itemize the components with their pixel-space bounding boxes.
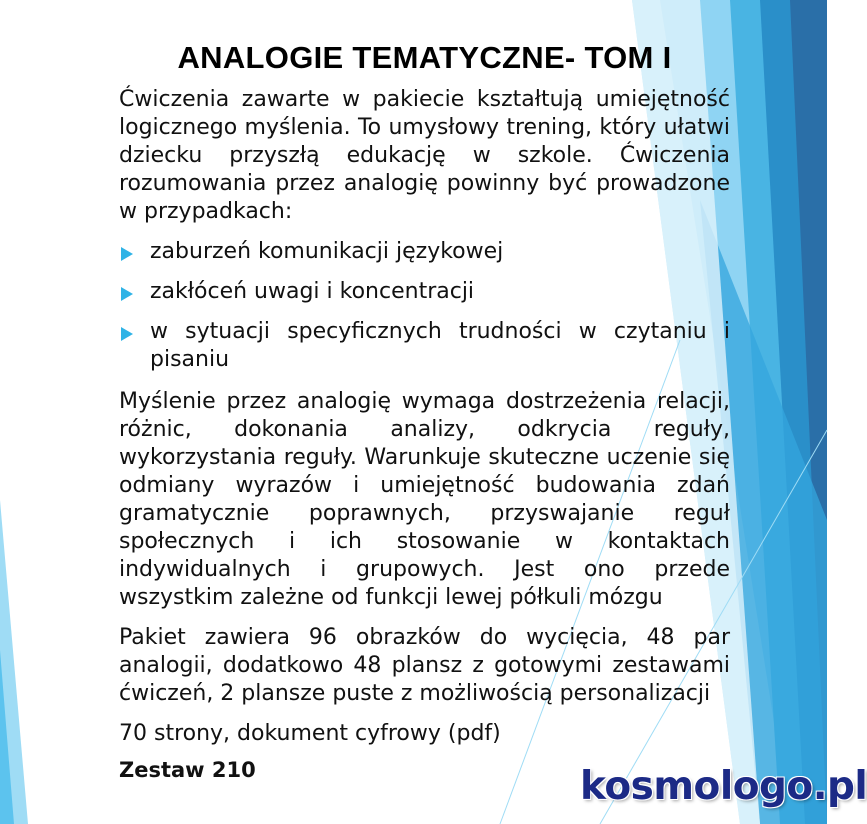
main-content xyxy=(119,40,730,782)
intro-paragraph: Ćwiczenia zawarte w pakiecie kształtują umiejętność logicznego myślenia. To umysłowy trening, który ułatwi dziecku przyszłą edukację w szkole. Ćwiczenia rozumowania przez analogię powinny być prowadzone w przypadkach: xyxy=(119,87,730,224)
list-item xyxy=(119,278,730,306)
pages-info: 70 strony, dokument cyfrowy (pdf) xyxy=(119,721,501,746)
set-label: Zestaw 210 xyxy=(119,758,256,782)
brand-logo: kosmologo.pl xyxy=(580,764,867,809)
list-item-text: zakłóceń uwagi i koncentracji xyxy=(150,279,475,304)
analogy-paragraph: Myślenie przez analogię wymaga dostrzeżenia relacji, różnic, dokonania analizy, odkrycia reguły, wykorzystania reguły. Warunkuje skuteczne uczenie się odmiany wyrazów i umiejętność budowania zdań gramatycznie poprawnych, przyswajanie reguł społecznych i ich stosowanie w kontaktach indywidualnych i grupowych. Jest ono przede wszystkim zależne od funkcji lewej półkuli mózgu xyxy=(119,389,730,610)
page-title: ANALOGIE TEMATYCZNE- TOM I xyxy=(177,40,672,75)
list-item xyxy=(119,238,730,266)
package-paragraph: Pakiet zawiera 96 obrazków do wycięcia, 48 par analogii, dodatkowo 48 plansz z gotowymi zestawami ćwiczeń, 2 plansze puste z możliwością personalizacji xyxy=(119,625,730,706)
list-item-text: zaburzeń komunikacji językowej xyxy=(150,239,504,264)
list-item-text: w sytuacji specyficznych trudności w czytaniu i pisaniu xyxy=(150,319,730,372)
list-item xyxy=(119,318,730,374)
triangle-bullet-icon xyxy=(121,327,133,341)
bullet-list xyxy=(119,238,730,374)
triangle-bullet-icon xyxy=(121,247,133,261)
triangle-bullet-icon xyxy=(121,287,133,301)
